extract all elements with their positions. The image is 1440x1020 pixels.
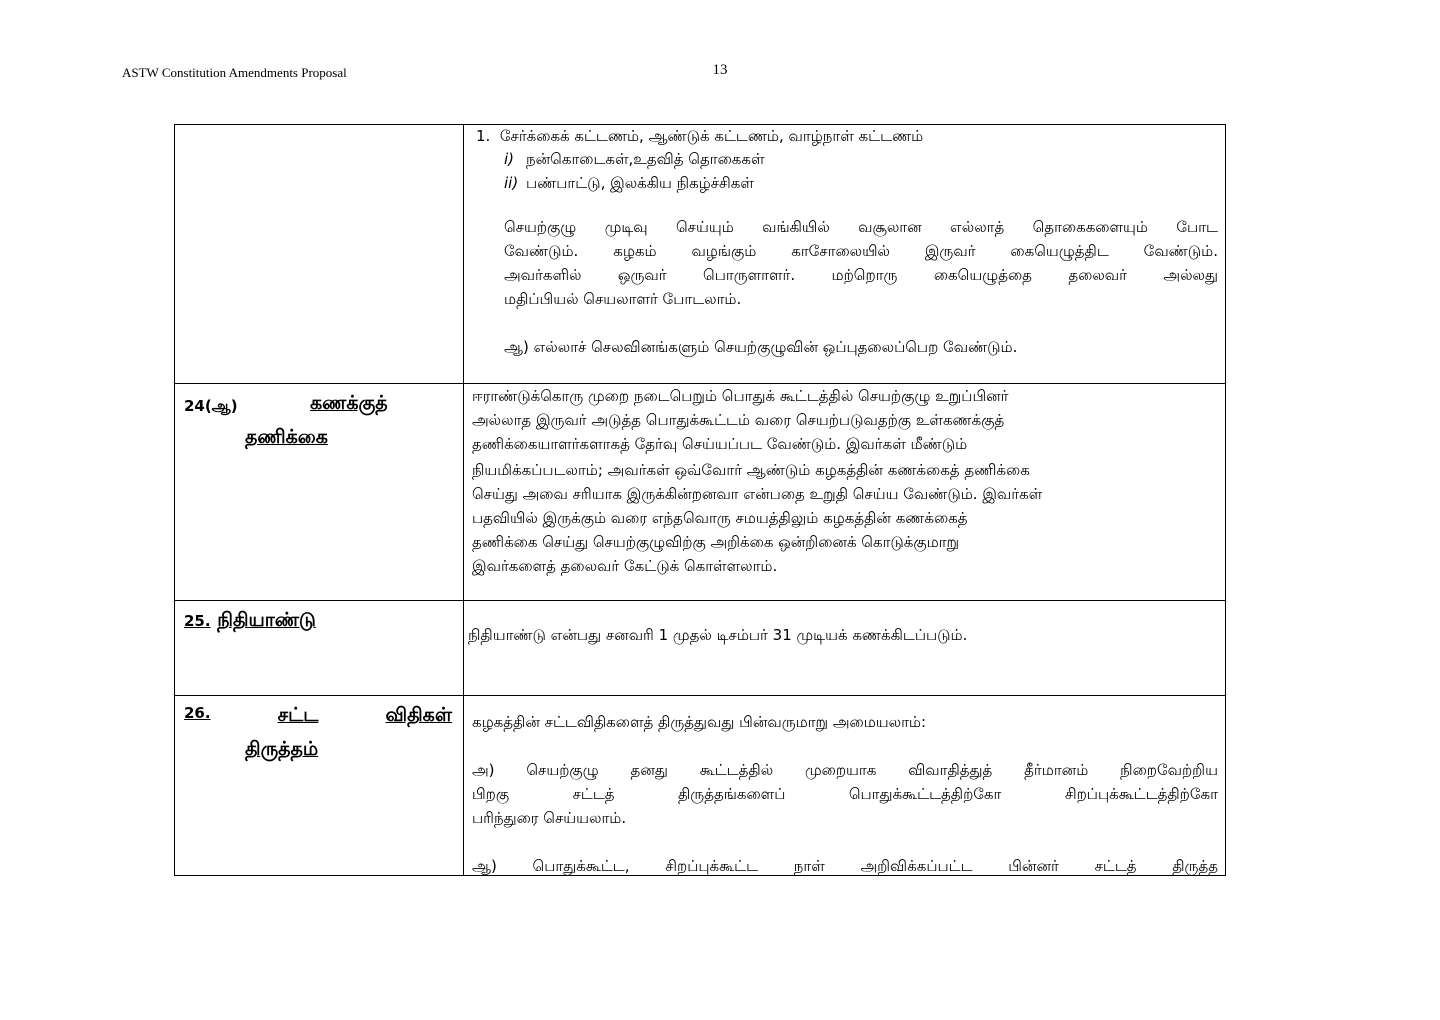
paragraph-line: கழகத்தின் சட்டவிதிகளைத் திருத்துவது பின்வருமாறு அமையலாம்: (472, 713, 927, 731)
section-title-text: தணிக்கை (245, 426, 328, 448)
paragraph-line: மதிப்பியல் செயலாளர் போடலாம். (504, 290, 742, 308)
row1-content-cell (464, 125, 1225, 383)
paragraph-line (472, 760, 1218, 780)
sub-item-ii (504, 173, 754, 193)
section-number-text: 26. (184, 704, 211, 722)
list-number: 1. (476, 127, 491, 145)
paragraph-line (504, 217, 1218, 237)
page-number: 13 (712, 62, 728, 78)
word: பொருளாளர். (703, 266, 796, 284)
section-number (184, 394, 238, 417)
word: முறையாக (805, 761, 877, 779)
paragraph-line: பரிந்துரை செய்யலாம். (472, 809, 627, 827)
word: அல்லது (1163, 266, 1218, 284)
word: கூட்டத்தில் (699, 761, 774, 779)
section-title-part2 (245, 738, 318, 763)
section-title-text: கணக்குத் (310, 392, 388, 414)
clause-aa-line: ஆ) எல்லாச் செலவினங்களும் செயற்குழுவின் ஒப்புதலைப்பெற வேண்டும். (504, 338, 1018, 356)
word: தலைவர் (1068, 266, 1127, 284)
word: சட்டத் (1094, 857, 1137, 875)
sub-item-text: நன்கொடைகள்,உதவித் தொகைகள் (526, 150, 765, 168)
sub-item-label: i) (504, 150, 515, 168)
word: வழங்கும் (691, 242, 757, 260)
section-number-text: 25. (184, 612, 211, 630)
row3-heading-cell (175, 601, 463, 695)
word: போட (1176, 218, 1218, 236)
word: திருத்தங்களைப் (678, 785, 786, 803)
section-title-part1 (310, 392, 388, 417)
list-item-1 (476, 126, 923, 146)
word: கையெழுத்தை (933, 266, 1032, 284)
paragraph-line: பதவியில் இருக்கும் வரை எந்தவொரு சமயத்திலும் கழகத்தின் கணக்கைத் (472, 509, 968, 527)
word: வேண்டும். (1143, 242, 1218, 260)
paragraph-line: ஈராண்டுக்கொரு முறை நடைபெறும் பொதுக் கூட்டத்தில் செயற்குழு உறுப்பினர் (472, 387, 1009, 405)
paragraph-line: நிதியாண்டு என்பது சனவரி 1 முதல் டிசம்பர் 31 முடியக் கணக்கிடப்படும். (468, 626, 968, 644)
paragraph-line (472, 784, 1218, 804)
word: காசோலையில் (791, 242, 890, 260)
word: மற்றொரு (831, 266, 898, 284)
row4-heading-cell (175, 696, 463, 876)
word: இருவர் (924, 242, 976, 260)
sub-item-i (504, 149, 765, 169)
word: சட்டத் (572, 785, 615, 803)
sub-item-label: ii) (504, 174, 519, 192)
section-title-part2 (245, 426, 328, 451)
section-title-text: நிதியாண்டு (217, 609, 316, 631)
word: தொகைகளையும் (1032, 218, 1148, 236)
sub-item-text: பண்பாட்டு, இலக்கிய நிகழ்ச்சிகள் (526, 174, 754, 192)
word: விவாதித்துத் (908, 761, 993, 779)
word: எல்லாத் (950, 218, 1005, 236)
word: திருத்த (1172, 857, 1218, 875)
paragraph-line: அல்லாத இருவர் அடுத்த பொதுக்கூட்டம் வரை செயற்படுவதற்கு உள்கணக்குத் (472, 411, 1005, 429)
word: அ) (472, 761, 495, 779)
word: செய்யும் (676, 218, 734, 236)
section-title-text: விதிகள் (385, 704, 452, 726)
paragraph-line: செய்து அவை சரியாக இருக்கின்றனவா என்பதை உறுதி செய்ய வேண்டும். இவர்கள் (472, 485, 1043, 503)
word: பிறகு (472, 785, 510, 803)
list-item-text: சேர்க்கைக் கட்டணம், ஆண்டுக் கட்டணம், வாழ்நாள் கட்டணம் (499, 127, 924, 145)
word: பொதுக்கூட்ட, (532, 857, 630, 875)
section-heading (184, 609, 316, 634)
row2-heading-cell (175, 384, 463, 600)
word: பொதுக்கூட்டத்திற்கோ (848, 785, 1002, 803)
section-number-text: 24(ஆ) (184, 397, 238, 415)
paragraph-line: இவர்களைத் தலைவர் கேட்டுக் கொள்ளலாம். (472, 557, 778, 575)
row4-content-cell (464, 696, 1225, 876)
section-title-text: திருத்தம் (245, 738, 319, 760)
word: சிறப்புக்கூட்ட (665, 857, 759, 875)
word: கையெழுத்திட (1010, 242, 1109, 260)
word: நாள் (793, 857, 825, 875)
word: செயற்குழு (504, 218, 577, 236)
paragraph-line: நியமிக்கப்படலாம்; அவர்கள் ஒவ்வோர் ஆண்டும் கழகத்தின் கணக்கைத் தணிக்கை (472, 461, 1030, 479)
word: அவர்களில் (504, 266, 582, 284)
section-heading (184, 704, 452, 729)
word: நிறைவேற்றிய (1120, 761, 1218, 779)
word: வேண்டும். (504, 242, 579, 260)
paragraph-line: தணிக்கையாளர்களாகத் தேர்வு செய்யப்பட வேண்டும். இவர்கள் மீண்டும் (472, 435, 968, 453)
word: தீர்மானம் (1024, 761, 1089, 779)
word: தனது (630, 761, 668, 779)
paragraph-line (472, 856, 1218, 876)
word: செயற்குழு (526, 761, 599, 779)
word: அறிவிக்கப்பட்ட (860, 857, 973, 875)
row1-left-cell (175, 125, 463, 383)
word: முடிவு (604, 218, 648, 236)
word: ஒருவர் (617, 266, 667, 284)
paragraph-line (504, 241, 1218, 261)
row3-content-cell (464, 601, 1225, 695)
section-title-text: சட்ட (277, 704, 319, 726)
paragraph-line (504, 265, 1218, 285)
amendments-table (174, 124, 1226, 876)
row2-content-cell (464, 384, 1225, 600)
paragraph-line: தணிக்கை செய்து செயற்குழுவிற்கு அறிக்கை ஒன்றினைக் கொடுக்குமாறு (472, 533, 960, 551)
document-header-title: ASTW Constitution Amendments Proposal (122, 65, 347, 80)
word: வங்கியில் (762, 218, 830, 236)
word: ஆ) (472, 857, 497, 875)
word: கழகம் (613, 242, 657, 260)
word: சிறப்புக்கூட்டத்திற்கோ (1064, 785, 1218, 803)
word: வசூலான (858, 218, 922, 236)
word: பின்னர் (1008, 857, 1059, 875)
